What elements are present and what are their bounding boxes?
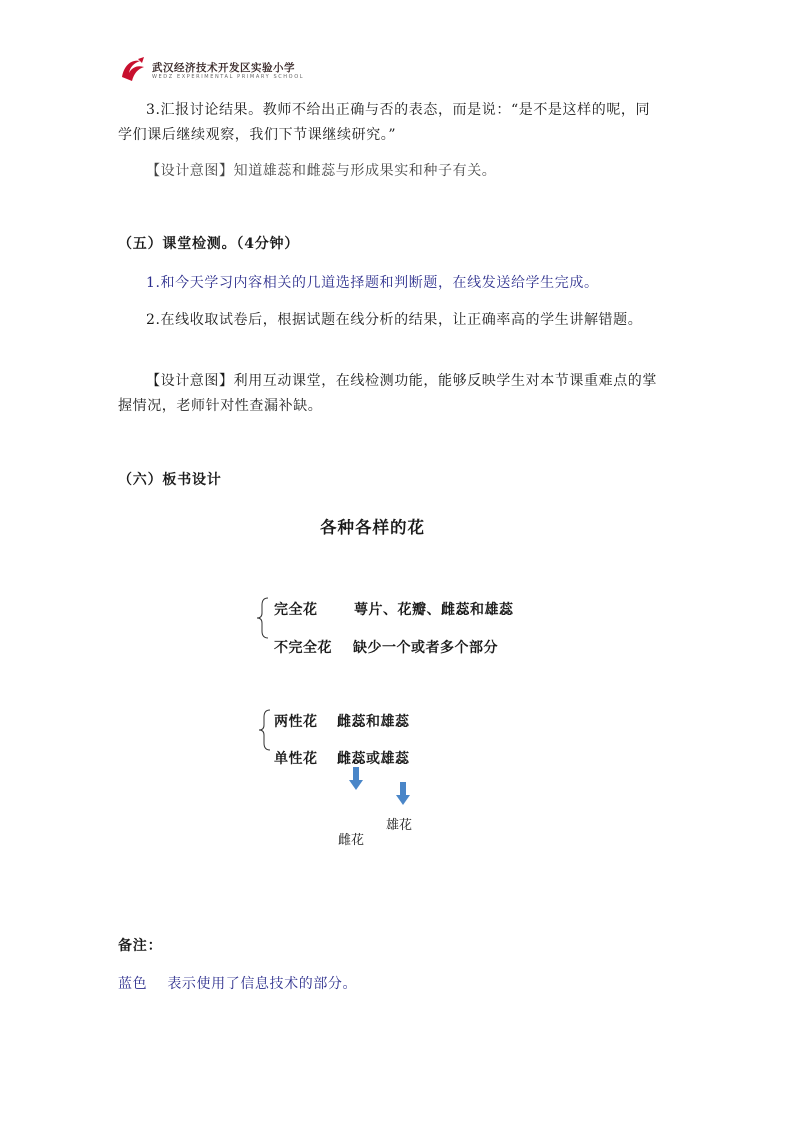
label-bisexual-flower: 两性花: [274, 714, 318, 730]
desc-unisexual-flower: 雌蕊或雄蕊: [337, 751, 410, 767]
design-intent-4: 【设计意图】知道雄蕊和雌蕊与形成果实和种子有关。: [146, 163, 497, 179]
note-text: 表示使用了信息技术的部分。: [167, 976, 358, 992]
board-title: 各种各样的花: [320, 518, 425, 537]
note-line: [118, 973, 357, 993]
paragraph-discussion-result: 3.汇报讨论结果。教师不给出正确与否的表态，而是说：“是不是这样的呢，同学们课后继续观察，我们下节课继续研究。”: [118, 102, 651, 143]
section-heading-classroom-test: （五）课堂检测。（4分钟）: [118, 236, 300, 252]
desc-incomplete-flower: 缺少一个或者多个部分: [353, 640, 498, 656]
design-intent-5: 【设计意图】利用互动课堂，在线检测功能，能够反映学生对本节课重难点的掌握情况，老师针对性查漏补缺。: [118, 373, 657, 414]
school-logo: [118, 55, 318, 87]
note-color-word: 蓝色: [118, 976, 148, 992]
paragraph-online-quiz: 1.和今天学习内容相关的几道选择题和判断题，在线发送给学生完成。: [146, 275, 599, 291]
desc-complete-flower: 萼片、花瓣、雌蕊和雄蕊: [354, 602, 514, 618]
label-male-flower: 雄花: [386, 818, 413, 833]
label-unisexual-flower: 单性花: [274, 751, 318, 767]
label-complete-flower: 完全花: [274, 602, 318, 618]
arrow-down-icon: [349, 767, 363, 791]
bracket-complete-flower: [256, 597, 270, 639]
bracket-bisexual-flower: [258, 709, 272, 751]
note-heading: 备注：: [118, 938, 163, 954]
section-heading-board-design: （六）板书设计: [118, 472, 222, 488]
arrow-down-icon: [396, 782, 410, 806]
label-female-flower: 雌花: [338, 833, 365, 848]
school-name-en: WEDZ EXPERIMENTAL PRIMARY SCHOOL: [152, 74, 305, 80]
label-incomplete-flower: 不完全花: [274, 640, 332, 656]
paragraph-online-analysis: 2.在线收取试卷后，根据试题在线分析的结果，让正确率高的学生讲解错题。: [146, 312, 643, 328]
desc-bisexual-flower: 雌蕊和雄蕊: [337, 714, 410, 730]
logo-emblem-icon: [118, 55, 148, 85]
school-name-cn: 武汉经济技术开发区实验小学: [152, 62, 295, 74]
